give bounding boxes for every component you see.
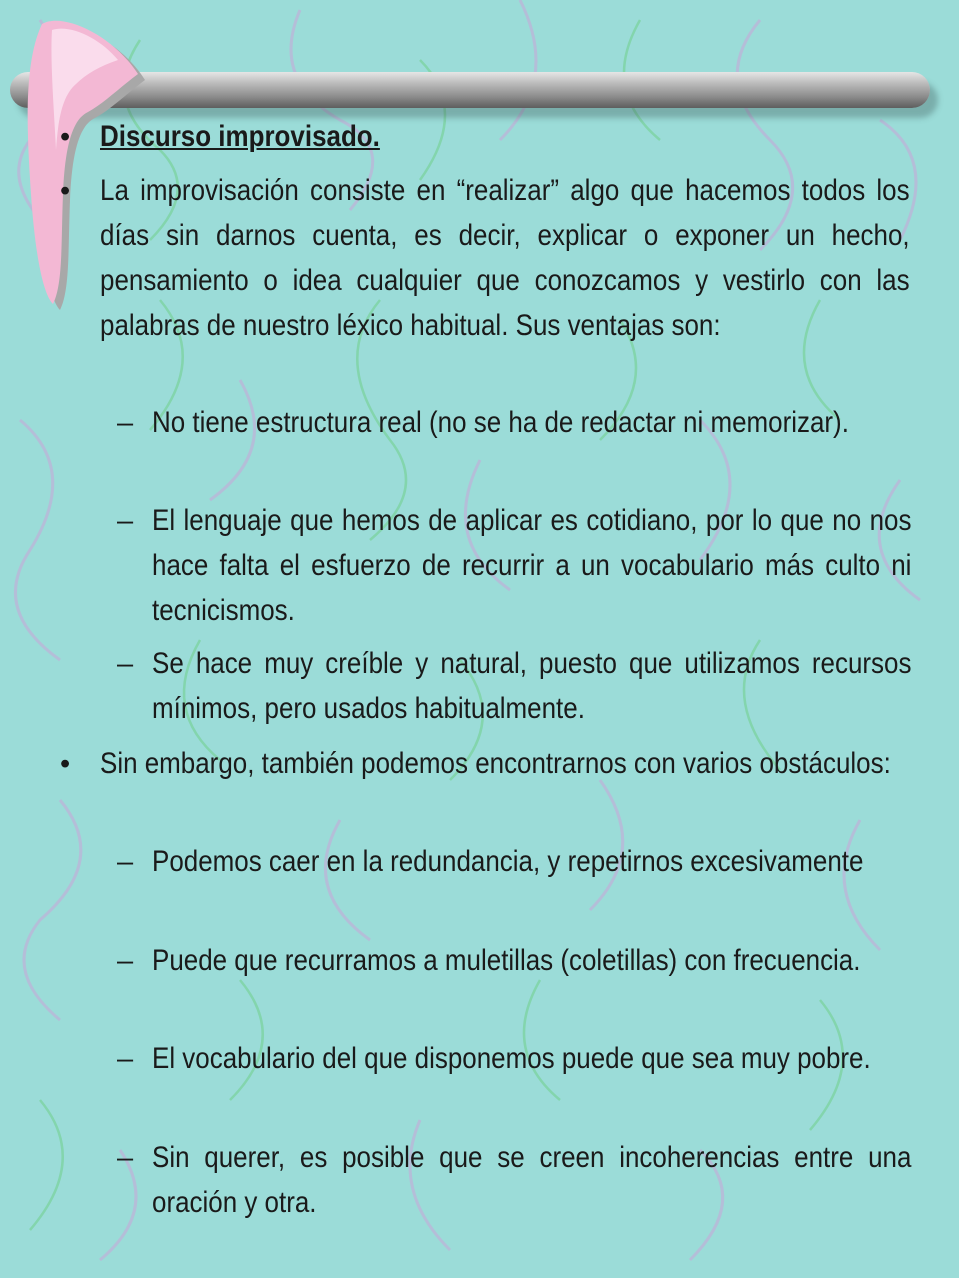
dash-obstaculo-3: –: [117, 1043, 134, 1075]
bullet-intro: •: [60, 175, 71, 207]
dash-obstaculo-2: –: [117, 945, 134, 977]
dash-obstaculo-1: –: [117, 846, 134, 878]
intro-paragraph: La improvisación consiste en “realizar” algo que hacemos todos los días sin darnos cuenta, es decir, explicar o exponer un hecho, pensamiento o idea cualquier que conozcamos y vestirlo con las palabras de nuestro léxico habitual. Sus ventajas son:: [100, 174, 910, 342]
ventaja-item: El lenguaje que hemos de aplicar es cotidiano, por lo que no nos hace falta el esfuerzo de recurrir a un vocabulario más culto ni tecnicismos.: [152, 504, 912, 627]
dash-ventaja-1: –: [117, 407, 134, 439]
slide-title: Discurso improvisado.: [100, 120, 380, 153]
obstaculo-item: Puede que recurramos a muletillas (coletillas) con frecuencia.: [152, 944, 861, 977]
bullet-obstaculos: •: [60, 748, 71, 780]
obstaculo-item: El vocabulario del que disponemos puede que sea muy pobre.: [152, 1042, 871, 1075]
obstaculo-item: Sin querer, es posible que se creen incoherencias entre una oración y otra.: [152, 1141, 912, 1219]
obstaculo-item: Podemos caer en la redundancia, y repetirnos excesivamente: [152, 845, 864, 878]
ventaja-item: Se hace muy creíble y natural, puesto que utilizamos recursos mínimos, pero usados habitualmente.: [152, 647, 912, 725]
dash-ventaja-3: –: [117, 648, 134, 680]
dash-obstaculo-4: –: [117, 1142, 134, 1174]
obstaculos-intro: Sin embargo, también podemos encontrarnos con varios obstáculos:: [100, 747, 891, 780]
bullet-title: •: [60, 121, 71, 153]
ventaja-item: No tiene estructura real (no se ha de redactar ni memorizar).: [152, 406, 849, 439]
dash-ventaja-2: –: [117, 505, 134, 537]
